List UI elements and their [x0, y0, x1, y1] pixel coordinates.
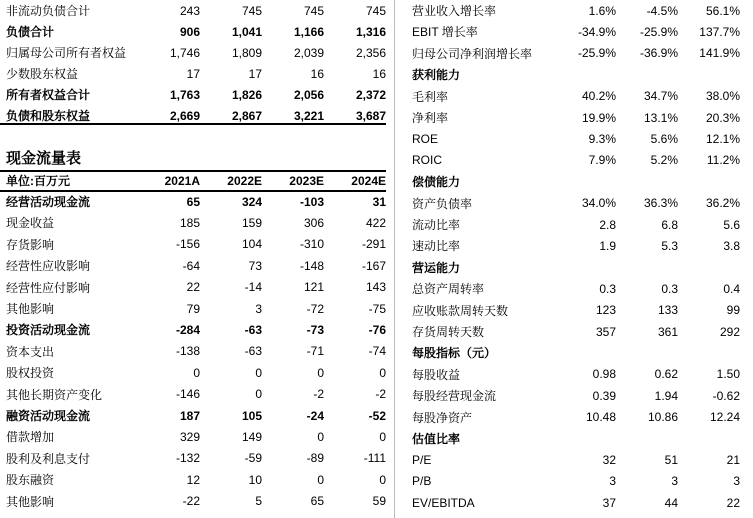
table-row — [0, 191, 386, 212]
row-value: 0 — [379, 472, 386, 487]
row-value: 306 — [303, 215, 324, 230]
section-header-row — [408, 171, 753, 192]
table-row — [408, 43, 753, 64]
year-header: 2022E — [227, 173, 262, 188]
row-value: 10.48 — [585, 410, 616, 425]
row-value: 12.1% — [705, 131, 740, 146]
row-value: -132 — [175, 451, 200, 466]
table-row — [0, 277, 386, 298]
row-value: 2,372 — [355, 87, 386, 102]
row-label: 归母公司净利润增长率 — [412, 46, 533, 61]
row-label: 借款增加 — [6, 430, 55, 445]
row-value: 0 — [379, 429, 386, 444]
row-value: 31 — [372, 194, 386, 209]
row-value: 7.9% — [588, 153, 616, 168]
row-value: -63 — [244, 344, 262, 359]
row-value: 0 — [379, 365, 386, 380]
row-label: 现金收益 — [6, 216, 55, 231]
table-row — [0, 362, 386, 383]
row-value: -284 — [175, 322, 200, 337]
table-row — [408, 278, 753, 299]
table-row — [408, 193, 753, 214]
row-label: 毛利率 — [412, 89, 449, 104]
row-value: 745 — [241, 3, 262, 18]
row-value: -36.9% — [639, 46, 678, 61]
row-value: 137.7% — [699, 24, 740, 39]
row-value: 2,056 — [293, 87, 324, 102]
row-value: 292 — [719, 324, 740, 339]
row-value: 745 — [365, 3, 386, 18]
row-label: 其他影响 — [6, 494, 55, 509]
row-value: 22 — [186, 280, 200, 295]
balance-bottom-rule — [0, 123, 386, 125]
row-value: 3.8 — [723, 238, 740, 253]
row-value: 16 — [310, 66, 324, 81]
row-value: 0.3 — [661, 281, 678, 296]
row-value: 6.8 — [661, 217, 678, 232]
row-value: 2,356 — [355, 45, 386, 60]
row-value: 1,826 — [231, 87, 262, 102]
row-value: 19.9% — [581, 110, 616, 125]
row-value: -64 — [182, 258, 200, 273]
row-label: 其他长期资产变化 — [6, 387, 103, 402]
row-value: 3,687 — [355, 108, 386, 123]
row-value: 141.9% — [699, 46, 740, 61]
row-value: -148 — [299, 258, 324, 273]
table-row — [0, 212, 386, 233]
row-value: 3 — [609, 474, 616, 489]
row-label: 净利率 — [412, 111, 449, 125]
row-value: 44 — [664, 495, 678, 510]
row-label: 股权投资 — [6, 366, 55, 381]
row-value: 143 — [365, 280, 386, 295]
row-value: 10.86 — [647, 410, 678, 425]
table-row — [408, 235, 753, 256]
row-value: -89 — [306, 451, 324, 466]
row-value: 329 — [179, 429, 200, 444]
row-value: 0.62 — [654, 367, 678, 382]
row-value: 3 — [255, 301, 262, 316]
row-value: -111 — [363, 451, 386, 466]
year-header: 2021A — [164, 173, 200, 188]
row-value: 357 — [595, 324, 616, 339]
row-value: 99 — [726, 303, 740, 318]
row-value: 2,867 — [231, 108, 262, 123]
row-value: 17 — [186, 66, 200, 81]
row-label: ROE — [412, 131, 439, 146]
row-value: -310 — [299, 237, 324, 252]
table-row — [408, 150, 753, 171]
row-label: 非流动负债合计 — [6, 4, 91, 18]
row-value: 38.0% — [705, 89, 740, 104]
table-row — [408, 128, 753, 149]
row-value: 1,316 — [355, 24, 386, 39]
row-label: P/B — [412, 474, 432, 489]
row-value: 1,809 — [231, 45, 262, 60]
row-value: -72 — [306, 301, 324, 316]
row-label: EBIT 增长率 — [412, 25, 478, 40]
table-row — [408, 86, 753, 107]
year-header: 2024E — [351, 173, 386, 188]
row-value: 104 — [241, 237, 262, 252]
table-row — [0, 21, 386, 42]
row-value: 1.94 — [654, 388, 678, 403]
row-label: 经营性应收影响 — [6, 259, 91, 274]
row-value: 5.6% — [650, 131, 678, 146]
row-value: -73 — [306, 322, 324, 337]
row-value: -71 — [306, 344, 324, 359]
row-value: 1,763 — [169, 87, 200, 102]
row-value: 1,166 — [293, 24, 324, 39]
row-label: 其他影响 — [6, 302, 55, 316]
row-value: 0 — [317, 429, 324, 444]
table-row — [0, 341, 386, 362]
row-value: 422 — [365, 215, 386, 230]
table-row — [0, 234, 386, 255]
table-row — [408, 471, 753, 492]
row-value: -76 — [368, 322, 386, 337]
row-value: 20.3% — [705, 110, 740, 125]
row-value: 5 — [255, 494, 262, 509]
row-label: 获利能力 — [412, 68, 461, 83]
row-value: 34.7% — [643, 89, 678, 104]
row-value: 16 — [372, 66, 386, 81]
row-value: 11.2% — [706, 153, 740, 168]
row-label: 偿债能力 — [412, 175, 461, 190]
row-value: 105 — [241, 408, 262, 423]
row-value: -22 — [182, 494, 200, 509]
row-value: 32 — [602, 452, 616, 467]
table-row — [408, 492, 753, 513]
table-row — [0, 84, 386, 105]
row-value: -52 — [368, 408, 386, 423]
row-value: 0.3 — [599, 281, 616, 296]
row-value: 187 — [179, 408, 200, 423]
row-value: 149 — [241, 429, 262, 444]
row-value: 0 — [317, 365, 324, 380]
table-row — [408, 21, 753, 42]
row-value: 9.3% — [588, 131, 616, 146]
row-label: 营运能力 — [412, 260, 461, 275]
row-value: 361 — [657, 324, 678, 339]
table-row — [408, 321, 753, 342]
table-row — [0, 0, 386, 21]
row-value: -2 — [375, 387, 386, 402]
row-value: 0 — [317, 472, 324, 487]
row-label: 存货周转天数 — [412, 325, 485, 339]
row-value: 3,221 — [293, 108, 324, 123]
row-value: -291 — [361, 237, 386, 252]
row-value: 2,669 — [169, 108, 200, 123]
table-row — [408, 300, 753, 321]
cashflow-header-row — [0, 170, 386, 191]
row-value: 73 — [248, 258, 262, 273]
row-value: -63 — [244, 322, 262, 337]
row-value: 121 — [303, 280, 324, 295]
table-row — [408, 214, 753, 235]
row-value: 5.2% — [650, 153, 678, 168]
cashflow-title: 现金流量表 — [6, 150, 82, 167]
row-label: 速动比率 — [412, 239, 461, 254]
row-label: 归属母公司所有者权益 — [6, 46, 127, 60]
row-value: 3 — [733, 474, 740, 489]
table-row — [408, 449, 753, 470]
row-value: -34.9% — [577, 24, 616, 39]
row-label: 每股指标（元） — [412, 346, 497, 361]
row-value: -4.5% — [646, 3, 678, 18]
row-label: 股东融资 — [6, 473, 55, 488]
row-label: 少数股东权益 — [6, 67, 79, 81]
row-value: -25.9% — [639, 24, 678, 39]
row-label: 所有者权益合计 — [6, 88, 91, 102]
row-label: 资本支出 — [6, 344, 55, 359]
row-value: 243 — [179, 3, 200, 18]
row-value: -2 — [313, 387, 324, 402]
row-label: 股利及利息支付 — [6, 451, 91, 466]
table-row — [408, 107, 753, 128]
row-value: 17 — [248, 66, 262, 81]
row-label: 存货影响 — [6, 237, 55, 252]
row-value: 745 — [303, 3, 324, 18]
row-label: P/E — [412, 452, 432, 467]
row-label: 流动比率 — [412, 218, 461, 232]
row-value: -138 — [175, 344, 200, 359]
row-value: 3 — [671, 474, 678, 489]
row-label: 每股净资产 — [412, 410, 473, 425]
row-value: 0.4 — [723, 281, 740, 296]
row-value: 2,039 — [293, 45, 324, 60]
row-value: 159 — [241, 215, 262, 230]
row-value: 37 — [602, 495, 616, 510]
row-value: 0.39 — [592, 388, 616, 403]
table-row — [0, 319, 386, 340]
row-value: 1.9 — [599, 238, 616, 253]
row-value: 906 — [179, 24, 200, 39]
row-label: EV/EBITDA — [412, 495, 475, 510]
table-row — [0, 384, 386, 405]
row-value: 2.8 — [599, 217, 616, 232]
row-value: 56.1% — [705, 3, 740, 18]
table-row — [408, 385, 753, 406]
row-value: -146 — [175, 387, 200, 402]
row-value: -0.62 — [712, 388, 740, 403]
column-divider — [394, 0, 395, 518]
row-value: 0 — [193, 365, 200, 380]
row-value: 1,041 — [231, 24, 262, 39]
row-label: 估值比率 — [412, 432, 461, 446]
table-row — [408, 0, 753, 21]
row-value: 0.98 — [592, 367, 616, 382]
row-value: 1.50 — [716, 367, 740, 382]
table-row — [0, 491, 386, 512]
row-value: -14 — [244, 280, 262, 295]
section-header-row — [408, 342, 753, 363]
row-label: 资产负债率 — [412, 196, 473, 211]
row-value: 5.6 — [723, 217, 740, 232]
row-value: 185 — [179, 215, 200, 230]
row-value: -25.9% — [577, 46, 616, 61]
row-value: 133 — [657, 303, 678, 318]
row-value: 34.0% — [581, 196, 616, 211]
row-label: 负债合计 — [6, 25, 55, 39]
row-value: 65 — [310, 494, 324, 509]
row-label: 应收账款周转天数 — [412, 303, 509, 318]
row-value: -24 — [306, 408, 324, 423]
table-row — [0, 298, 386, 319]
row-value: 59 — [372, 494, 386, 509]
row-label: 营业收入增长率 — [412, 4, 497, 18]
unit-label: 单位:百万元 — [6, 174, 70, 188]
table-row — [0, 42, 386, 63]
row-value: 123 — [595, 303, 616, 318]
row-value: -167 — [361, 258, 386, 273]
table-row — [0, 426, 386, 447]
row-label: 每股经营现金流 — [412, 389, 497, 404]
row-value: 0 — [255, 387, 262, 402]
row-label: 经营活动现金流 — [6, 195, 91, 209]
row-value: 1.6% — [588, 3, 616, 18]
row-label: 经营性应付影响 — [6, 280, 91, 295]
table-row — [0, 448, 386, 469]
row-label: 负债和股东权益 — [6, 109, 91, 123]
section-header-row — [408, 257, 753, 278]
row-value: -75 — [368, 301, 386, 316]
row-value: -103 — [299, 194, 324, 209]
row-value: 0 — [255, 365, 262, 380]
row-value: 79 — [186, 301, 200, 316]
row-label: 总资产周转率 — [412, 282, 485, 297]
row-value: 12 — [186, 472, 200, 487]
row-value: 22 — [726, 495, 740, 510]
row-label: 每股收益 — [412, 367, 461, 382]
row-value: -59 — [244, 451, 262, 466]
row-value: 13.1% — [643, 110, 678, 125]
row-label: 投资活动现金流 — [6, 323, 91, 338]
row-value: 324 — [241, 194, 262, 209]
row-value: 65 — [186, 194, 200, 209]
row-label: 融资活动现金流 — [6, 409, 91, 423]
table-row — [408, 407, 753, 428]
row-value: 10 — [248, 472, 262, 487]
table-row — [0, 469, 386, 490]
row-value: 1,746 — [169, 45, 200, 60]
row-value: 5.3 — [661, 238, 678, 253]
row-value: -156 — [175, 237, 200, 252]
row-label: ROIC — [412, 153, 442, 168]
row-value: 40.2% — [581, 89, 616, 104]
row-value: 36.3% — [643, 196, 678, 211]
row-value: 36.2% — [705, 196, 740, 211]
year-header: 2023E — [289, 173, 324, 188]
row-value: -74 — [368, 344, 386, 359]
table-row — [0, 63, 386, 84]
section-header-row — [408, 64, 753, 85]
table-row — [408, 364, 753, 385]
row-value: 51 — [664, 452, 678, 467]
table-row — [0, 405, 386, 426]
table-row — [0, 255, 386, 276]
row-value: 12.24 — [709, 410, 740, 425]
section-header-row — [408, 428, 753, 449]
row-value: 21 — [726, 452, 740, 467]
